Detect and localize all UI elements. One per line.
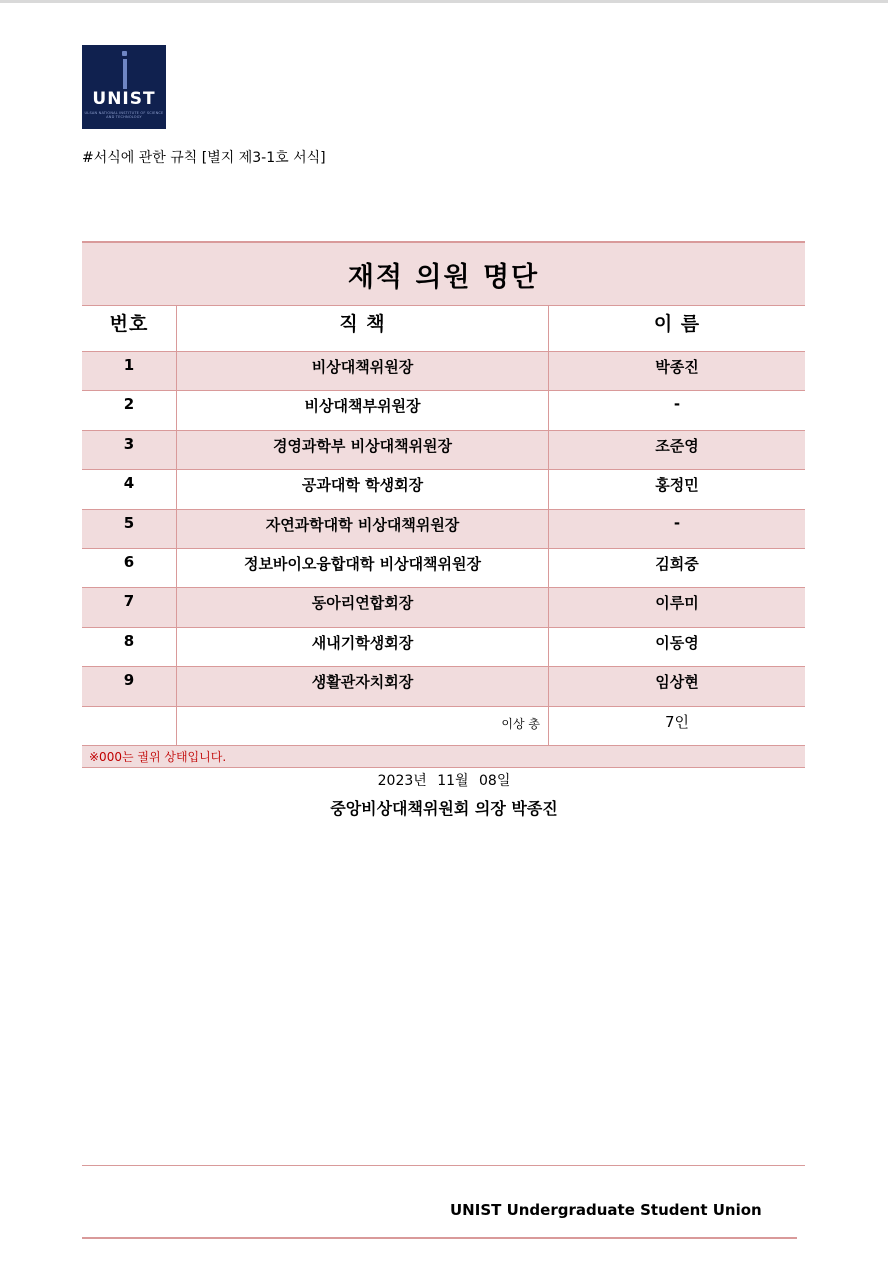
row-position: 생활관자치회장 (177, 667, 549, 705)
total-label: 이상 총 (177, 707, 549, 745)
table-row (82, 352, 805, 391)
row-name: 박종진 (655, 358, 699, 376)
row-name: - (673, 395, 681, 414)
table-row (82, 667, 805, 706)
footer-divider-bottom (82, 1237, 797, 1239)
table-row (82, 391, 805, 430)
total-empty-cell (82, 707, 177, 745)
row-no: 5 (82, 510, 177, 548)
table-title: 재적 의원 명단 (82, 241, 805, 306)
table-row (82, 431, 805, 470)
top-border (0, 0, 888, 3)
logo-subtitle: ULSAN NATIONAL INSTITUTE OF SCIENCE AND TECHNOLOGY (84, 111, 164, 119)
row-name: 홍정민 (655, 476, 699, 495)
row-position: 새내기학생회장 (177, 628, 549, 666)
table-row (82, 470, 805, 509)
row-position: 경영과학부 비상대책위원장 (177, 431, 549, 469)
row-name: 이동영 (655, 633, 699, 652)
footer-organization: UNIST Undergraduate Student Union (450, 1201, 762, 1219)
table-row (82, 628, 805, 667)
document-date: 2023년 11월 08일 (377, 773, 511, 789)
row-position: 비상대책위원장 (177, 352, 549, 390)
table-header-row (82, 306, 805, 352)
logo-wordmark: UNIST (92, 89, 156, 109)
logo-i-dot (122, 51, 127, 56)
total-value: 7인 (664, 712, 690, 731)
signer: 중앙비상대책위원회 의장 박종진 (330, 799, 558, 818)
row-no: 9 (82, 667, 177, 705)
row-no: 2 (82, 391, 177, 429)
row-name: 이루미 (655, 594, 699, 613)
table-row (82, 588, 805, 627)
row-no: 4 (82, 470, 177, 508)
row-name: - (673, 513, 681, 532)
header-position: 직 책 (177, 306, 549, 351)
footer-divider-top (82, 1165, 805, 1166)
vacancy-note: ※000는 궐위 상태입니다. (82, 746, 805, 768)
row-position: 자연과학대학 비상대책위원장 (177, 510, 549, 548)
row-position: 공과대학 학생회장 (177, 470, 549, 508)
row-no: 8 (82, 628, 177, 666)
row-position: 비상대책부위원장 (177, 391, 549, 429)
table-row (82, 510, 805, 549)
row-name: 김희중 (655, 554, 699, 573)
row-no: 3 (82, 431, 177, 469)
header-no: 번호 (82, 306, 177, 351)
logo-i-bar (123, 59, 127, 89)
header-name: 이 름 (653, 313, 701, 335)
row-position: 정보바이오융합대학 비상대책위원장 (177, 549, 549, 587)
unist-logo (82, 45, 166, 129)
row-name: 임상현 (655, 673, 699, 692)
row-position: 동아리연합회장 (177, 588, 549, 626)
form-reference: #서식에 관한 규칙 [별지 제3-1호 서식] (82, 150, 326, 166)
member-table (82, 241, 805, 768)
table-row (82, 549, 805, 588)
total-row (82, 707, 805, 746)
row-no: 6 (82, 549, 177, 587)
row-no: 7 (82, 588, 177, 626)
row-name: 조준영 (655, 436, 699, 455)
row-no: 1 (82, 352, 177, 390)
